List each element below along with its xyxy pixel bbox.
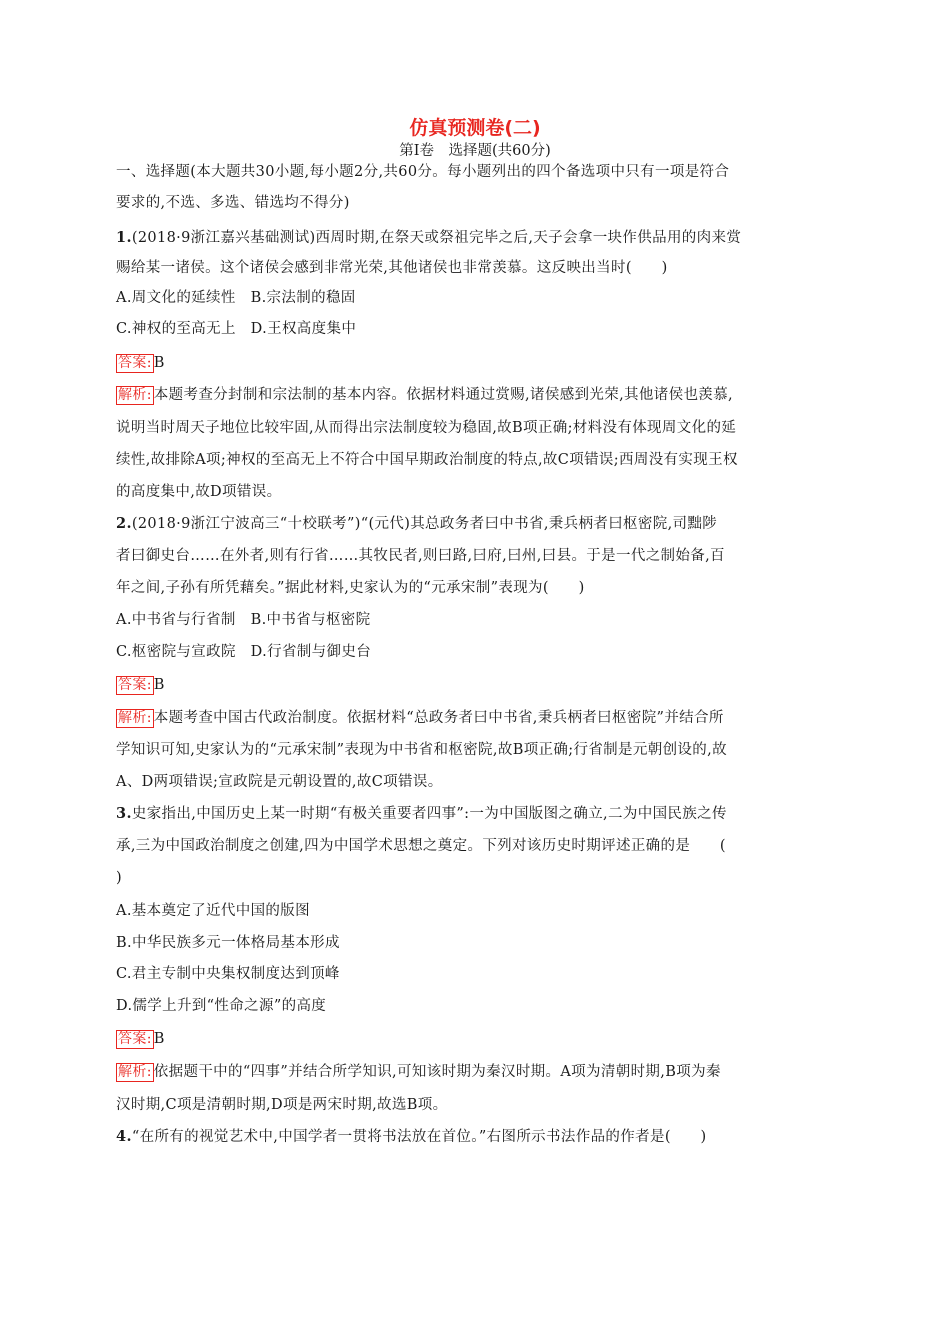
question-number: 3.	[116, 805, 132, 822]
question-3-option-a: A.基本奠定了近代中国的版图	[116, 903, 310, 919]
question-2-stem	[116, 514, 717, 534]
stem-text: (2018·9浙江嘉兴基础测试)西周时期,在祭天或祭祖完毕之后,天子会拿一块作供品用的肉来赏	[131, 230, 742, 246]
analysis-label: 解析:	[118, 387, 152, 403]
stem-text: “在所有的视觉艺术中,中国学者一贯将书法放在首位。”右图所示书法作品的作者是( )	[131, 1129, 707, 1145]
stem-text: (2018·9浙江宁波高三“十校联考”)“(元代)其总政务者曰中书省,秉兵柄者曰枢密院,司黜陟	[131, 516, 718, 532]
analysis-text: 本题考查中国古代政治制度。依据材料“总政务者曰中书省,秉兵柄者曰枢密院”并结合所	[153, 710, 724, 726]
question-1-answer	[116, 353, 165, 373]
question-1-option-row: A.周文化的延续性 B.宗法制的稳固	[116, 290, 356, 306]
question-4-stem	[116, 1127, 707, 1147]
question-3-option-b: B.中华民族多元一体格局基本形成	[116, 935, 340, 951]
answer-value: B	[153, 355, 165, 371]
question-number: 1.	[116, 229, 132, 246]
question-3-stem	[116, 804, 727, 824]
answer-value: B	[153, 677, 165, 693]
instruction-line: 一、选择题(本大题共30小题,每小题2分,共60分。每小题列出的四个备选项中只有一项是符合	[116, 164, 730, 180]
question-3-analysis	[116, 1062, 721, 1082]
stem-text: 史家指出,中国历史上某一时期“有极关重要者四事”:一为中国版图之确立,二为中国民族之传	[131, 806, 727, 822]
question-1-analysis-line: 说明当时周天子地位比较牢固,从而得出宗法制度较为稳固,故B项正确;材料没有体现周文化的延	[116, 420, 737, 436]
question-2-analysis	[116, 708, 724, 728]
analysis-label: 解析:	[118, 1064, 152, 1080]
question-2-analysis-line: 学知识可知,史家认为的“元承宋制”表现为中书省和枢密院,故B项正确;行省制是元朝创设的,故	[116, 742, 727, 758]
page-title: 仿真预测卷(二)	[409, 117, 541, 139]
question-1-analysis-line: 的高度集中,故D项错误。	[116, 484, 282, 500]
question-2-stem-line: 者曰御史台……在外者,则有行省……其牧民者,则曰路,曰府,曰州,曰县。于是一代之制始备,百	[116, 548, 725, 564]
question-2-analysis-line: A、D两项错误;宣政院是元朝设置的,故C项错误。	[116, 774, 443, 790]
question-3-analysis-line: 汉时期,C项是清朝时期,D项是两宋时期,故选B项。	[116, 1097, 448, 1113]
question-3-stem-line: 承,三为中国政治制度之创建,四为中国学术思想之奠定。下列对该历史时期评述正确的是 (	[116, 838, 726, 854]
question-3-option-d: D.儒学上升到“性命之源”的高度	[116, 998, 327, 1014]
question-3-stem-line: )	[116, 870, 123, 886]
question-number: 2.	[116, 515, 132, 532]
question-3-option-c: C.君主专制中央集权制度达到顶峰	[116, 966, 340, 982]
question-1-stem-line: 赐给某一诸侯。这个诸侯会感到非常光荣,其他诸侯也非常羡慕。这反映出当时( )	[116, 260, 668, 276]
question-3-answer	[116, 1029, 165, 1049]
question-1-analysis-line: 续性,故排除A项;神权的至高无上不符合中国早期政治制度的特点,故C项错误;西周没有实现王权	[116, 452, 738, 468]
question-1-analysis	[116, 385, 733, 405]
question-1-option-row: C.神权的至高无上 D.王权高度集中	[116, 321, 357, 337]
question-2-answer	[116, 675, 165, 695]
answer-label: 答案:	[118, 677, 152, 693]
analysis-label: 解析:	[118, 710, 152, 726]
answer-label: 答案:	[118, 1031, 152, 1047]
question-2-option-row: A.中书省与行省制 B.中书省与枢密院	[116, 612, 371, 628]
question-1-stem	[116, 228, 741, 248]
section-subtitle: 第Ⅰ卷 选择题(共60分)	[399, 143, 551, 159]
analysis-text: 本题考查分封制和宗法制的基本内容。依据材料通过赏赐,诸侯感到光荣,其他诸侯也羡慕,	[153, 387, 733, 403]
answer-value: B	[153, 1031, 165, 1047]
question-2-option-row: C.枢密院与宣政院 D.行省制与御史台	[116, 644, 372, 660]
question-2-stem-line: 年之间,子孙有所凭藉矣。”据此材料,史家认为的“元承宋制”表现为( )	[116, 580, 585, 596]
instruction-line: 要求的,不选、多选、错选均不得分)	[116, 195, 350, 211]
question-number: 4.	[116, 1128, 132, 1145]
answer-label: 答案:	[118, 355, 152, 371]
analysis-text: 依据题干中的“四事”并结合所学知识,可知该时期为秦汉时期。A项为清朝时期,B项为秦	[153, 1064, 721, 1080]
